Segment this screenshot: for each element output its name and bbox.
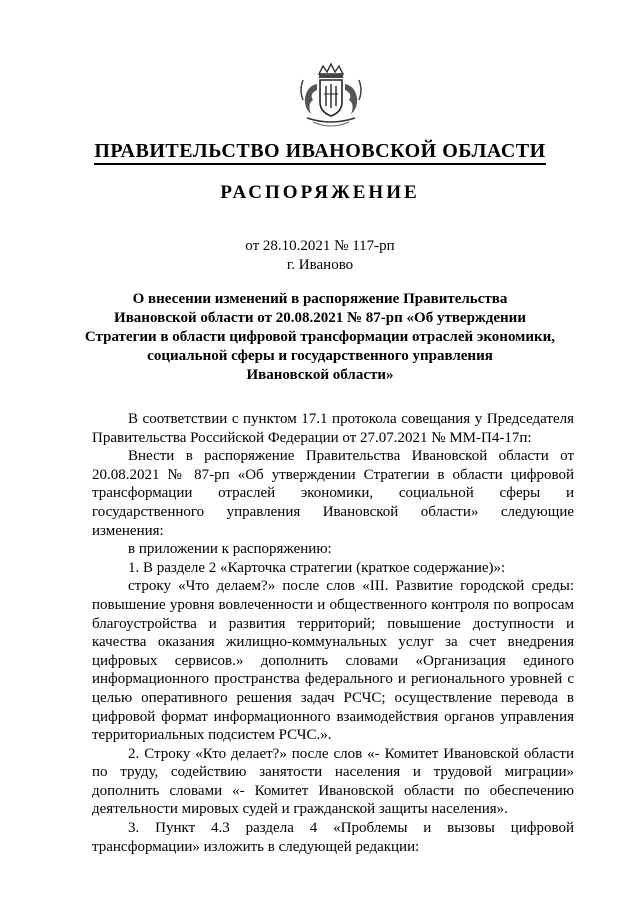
title-line: О внесении изменений в распоряжение Правительства	[132, 291, 508, 307]
document-body	[92, 410, 574, 856]
paragraph: Внести в распоряжение Правительства Ивановской области от 20.08.2021 № 87-рп «Об утверждении Стратегии в области цифровой трансформации отраслей экономики, социальной сферы и государственного управления Ивановской области» следующие изменения:	[92, 448, 574, 539]
paragraph: строку «Что делаем?» после слов «III. Развитие городской среды: повышение уровня вовлеченности и общественного контроля по вопросам благоустройства и развития территорий; повышение доступности и качества оказания жилищно-коммунальных услуг за счет внедрения цифровых сервисов.» дополнить словами «Организация единого информационного пространства федерального и регионального уровней с целью оперативного решения задач РСЧС; осуществление перевода в цифровой формат информационного взаимодействия органов управления территориальных подсистем РСЧС.».	[92, 578, 574, 744]
paragraph: В соответствии с пунктом 17.1 протокола совещания у Председателя Правительства Российской Федерации от 27.07.2021 № ММ-П4-17п:	[92, 411, 574, 446]
title-line: Ивановской области»	[246, 367, 394, 383]
organization-heading	[0, 140, 640, 163]
paragraph: 2. Строку «Кто делает?» после слов «- Комитет Ивановской области по труду, содействию занятости населения и трудовой миграции» дополнить словами «- Комитет Ивановской области по обеспечению деятельности мировых судей и гражданской защиты населения».	[92, 745, 574, 818]
document-title	[80, 290, 560, 385]
paragraph: в приложении к распоряжению:	[128, 541, 332, 558]
paragraph: 3. Пункт 4.3 раздела 4 «Проблемы и вызовы цифровой трансформации» изложить в следующей редакции:	[92, 820, 574, 855]
coat-of-arms-icon	[295, 60, 367, 132]
paragraph: 1. В разделе 2 «Карточка стратегии (краткое содержание)»:	[128, 559, 506, 576]
title-line: Ивановской области от 20.08.2021 № 87-рп «Об утверждении	[114, 310, 526, 326]
city: г. Иваново	[286, 257, 354, 273]
title-line: Стратегии в области цифровой трансформации отраслей экономики,	[84, 329, 556, 345]
document-type: РАСПОРЯЖЕНИЕ	[220, 182, 420, 203]
organization-name: ПРАВИТЕЛЬСТВО ИВАНОВСКОЙ ОБЛАСТИ	[94, 140, 545, 165]
date-number: от 28.10.2021 № 117-рп	[245, 238, 395, 254]
title-line: социальной сферы и государственного управления	[147, 348, 493, 364]
